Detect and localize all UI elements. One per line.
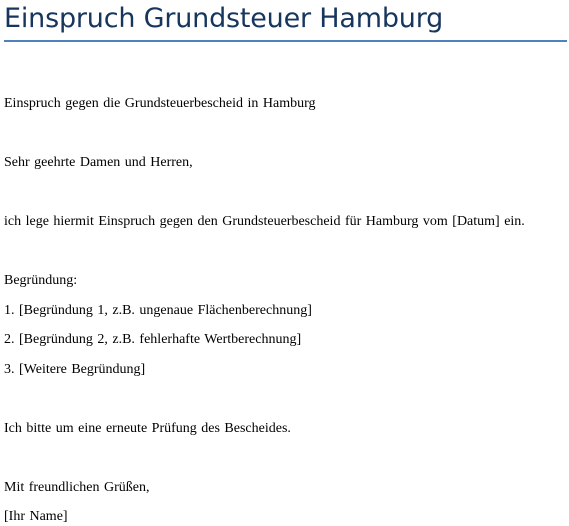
signature-line: [Ihr Name] <box>4 509 68 524</box>
closing-line: Mit freundlichen Grüßen, <box>4 480 150 495</box>
reason-item-1: 1. [Begründung 1, z.B. ungenaue Flächenberechnung] <box>4 303 312 318</box>
reasons-heading: Begründung: <box>4 273 78 288</box>
document-title: Einspruch Grundsteuer Hamburg <box>4 3 444 34</box>
reason-item-3: 3. [Weitere Begründung] <box>4 362 146 377</box>
salutation: Sehr geehrte Damen und Herren, <box>4 155 193 170</box>
intro-paragraph: ich lege hiermit Einspruch gegen den Grundsteuerbescheid für Hamburg vom [Datum] ein. <box>4 214 525 229</box>
reason-item-2: 2. [Begründung 2, z.B. fehlerhafte Wertberechnung] <box>4 332 302 347</box>
title-underline <box>4 40 567 42</box>
subject-line: Einspruch gegen die Grundsteuerbescheid in Hamburg <box>4 96 316 111</box>
request-paragraph: Ich bitte um eine erneute Prüfung des Bescheides. <box>4 421 291 436</box>
